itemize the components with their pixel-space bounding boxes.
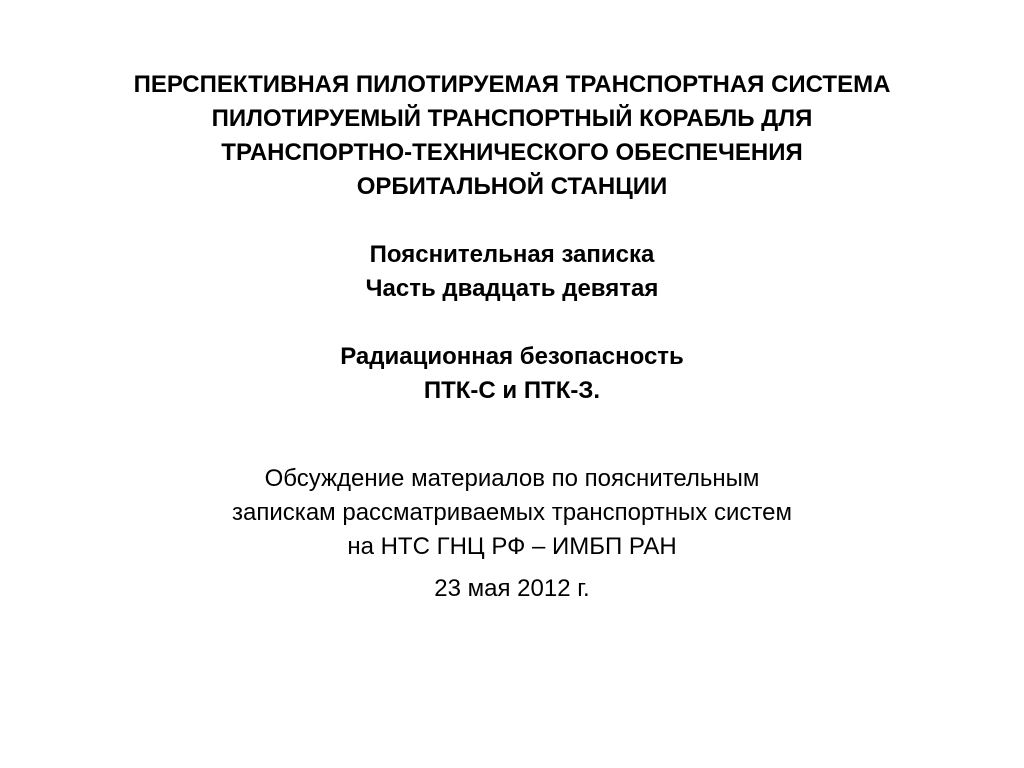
title-line-1: ПЕРСПЕКТИВНАЯ ПИЛОТИРУЕМАЯ ТРАНСПОРТНАЯ СИСТЕМА (133, 71, 891, 98)
discussion-line-3: на НТС ГНЦ РФ – ИМБП РАН (347, 533, 677, 560)
date: 23 мая 2012 г. (434, 575, 590, 602)
title-line-3: ТРАНСПОРТНО-ТЕХНИЧЕСКОГО ОБЕСПЕЧЕНИЯ (221, 139, 803, 166)
spacer (0, 204, 1024, 238)
topic-heading: Радиационная безопасность (340, 343, 684, 370)
title-line-4: ОРБИТАЛЬНОЙ СТАНЦИИ (356, 173, 668, 200)
spacer (0, 306, 1024, 340)
topic-systems: ПТК-С и ПТК-З. (423, 377, 601, 404)
note-part: Часть двадцать девятая (365, 275, 659, 302)
title-line-2: ПИЛОТИРУЕМЫЙ ТРАНСПОРТНЫЙ КОРАБЛЬ ДЛЯ (211, 105, 813, 132)
document-header (0, 68, 1024, 408)
discussion-block (0, 462, 1024, 606)
note-heading: Пояснительная записка (369, 241, 655, 268)
discussion-line-1: Обсуждение материалов по пояснительным (264, 465, 760, 492)
discussion-line-2: запискам рассматриваемых транспортных систем (232, 499, 792, 526)
